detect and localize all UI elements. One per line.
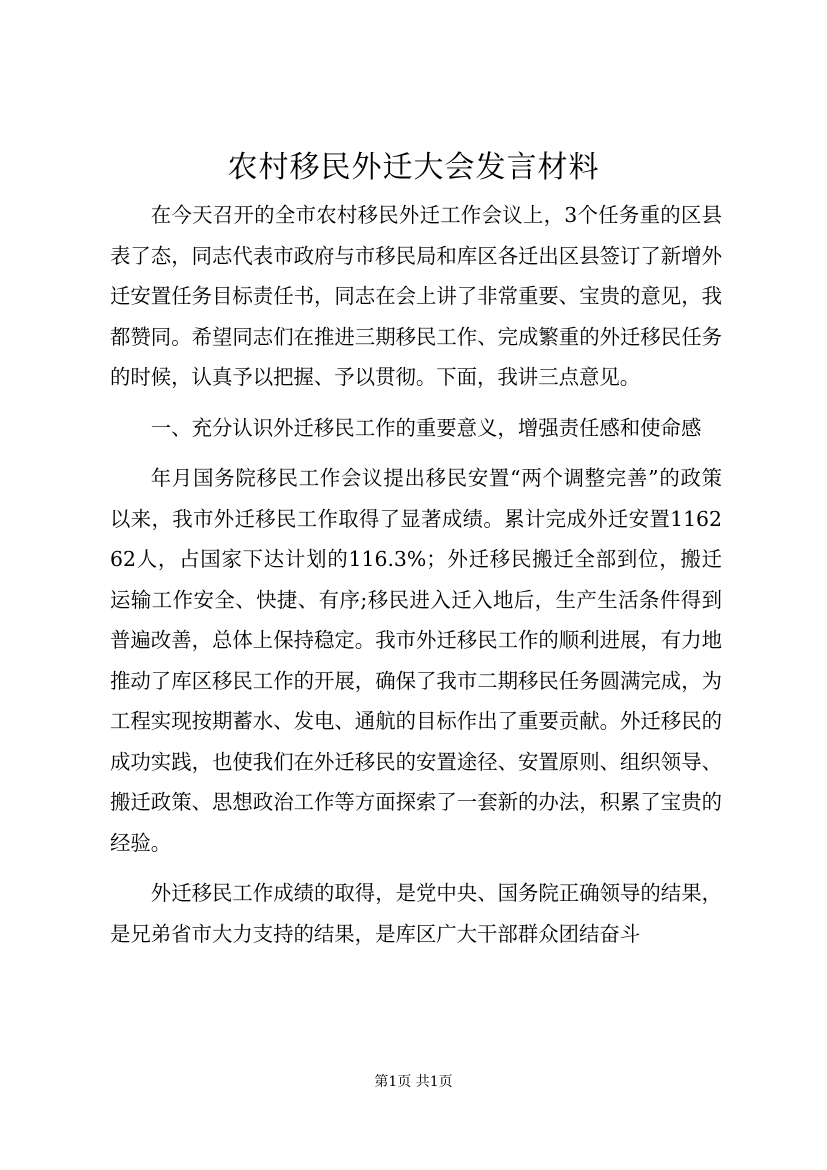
- document-title: 农村移民外迁大会发言材料: [227, 150, 600, 185]
- paragraph-reasons: 外迁移民工作成绩的取得，是党中央、国务院正确领导的结果，是兄弟省市大力支持的结果，是库区广大干部群众团结奋斗: [110, 881, 722, 946]
- paragraph-section-heading: 一、充分认识外迁移民工作的重要意义，增强责任感和使命感: [150, 415, 702, 440]
- document-body: [110, 195, 722, 954]
- page-footer: 第1页 共1页: [374, 1074, 453, 1090]
- paragraph-intro: 在今天召开的全市农村移民外迁工作会议上，3个任务重的区县表了态，同志代表市政府与市移民局和库区各迁出区县签订了新增外迁安置任务目标责任书，同志在会上讲了非常重要、宝贵的意见，我都赞同。希望同志们在推进三期移民工作、完成繁重的外迁移民任务的时候，认真予以把握、予以贯彻。下面，我讲三点意见。: [110, 203, 722, 389]
- paragraph-achievements: 年月国务院移民工作会议提出移民安置“两个调整完善”的政策以来，我市外迁移民工作取得了显著成绩。累计完成外迁安置116262人，占国家下达计划的116.3%；外迁移民搬迁全部到位，搬迁运输工作安全、快捷、有序;移民进入迁入地后，生产生活条件得到普遍改善，总体上保持稳定。我市外迁移民工作的顺利进展，有力地推动了库区移民工作的开展，确保了我市二期移民任务圆满完成，为工程实现按期蓄水、发电、通航的目标作出了重要贡献。外迁移民的成功实践，也使我们在外迁移民的安置途径、安置原则、组织领导、搬迁政策、思想政治工作等方面探索了一套新的办法，积累了宝贵的经验。: [110, 466, 722, 855]
